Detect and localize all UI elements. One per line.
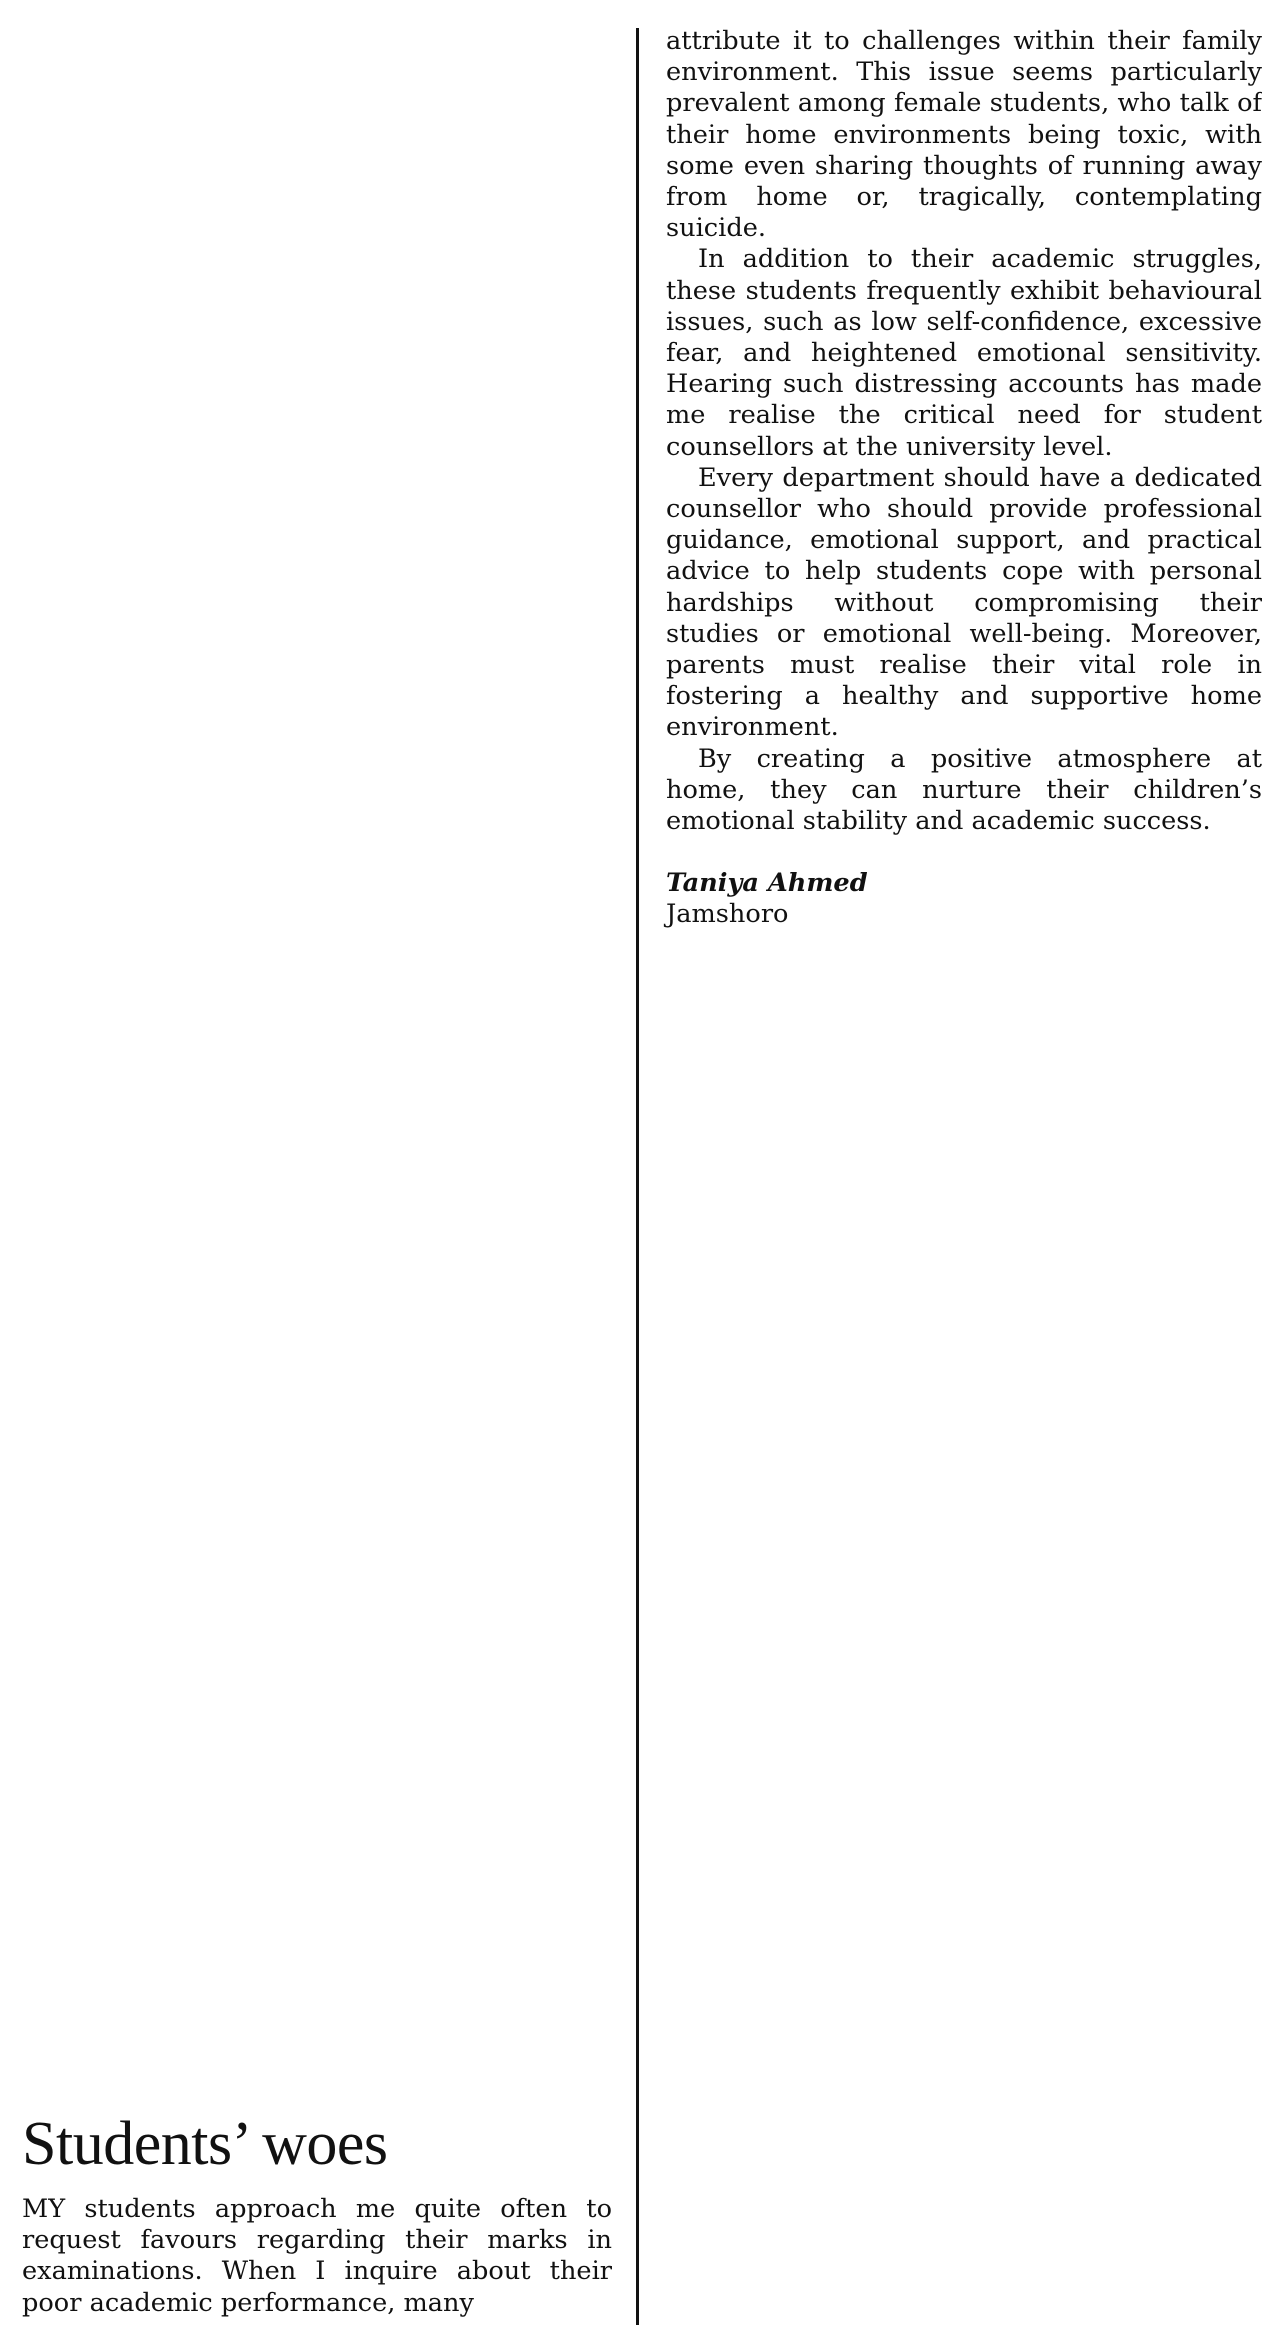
opening-paragraph: MY students approach me quite often to request favours regarding their marks in examinations. When I inquire about their poor academic performance, many — [22, 2194, 612, 2318]
body-paragraph: By creating a positive atmosphere at home, they can nurture their children’s emotional stability and academic success. — [666, 743, 1262, 837]
author-name: Taniya Ahmed — [666, 868, 868, 899]
letter-start-column — [22, 2106, 612, 2319]
body-paragraph: In addition to their academic struggles, these students frequently exhibit behavioural issues, such as low self-confidence, excessive fear, and heightened emotional sensitivity. Hearing such distressing accounts has made me realise the critical need for student counsellors at the university level. — [666, 244, 1262, 462]
letter-headline: Students’ woes — [22, 2110, 388, 2178]
body-paragraph: Every department should have a dedicated counsellor who should provide professional guidance, emotional support, and practical advice to help students cope with personal hardships without compromising their studies or emotional well-being. Moreover, parents must realise their vital role in fostering a healthy and supportive home environment. — [666, 462, 1262, 743]
letter-continuation-column — [666, 26, 1262, 931]
column-divider — [636, 28, 639, 2325]
body-paragraph: attribute it to challenges within their family environment. This issue seems particularly prevalent among female students, who talk of their home environments being toxic, with some even sharing thoughts of running away from home or, tragically, contemplating suicide. — [666, 26, 1262, 244]
letter-signature — [666, 868, 1262, 930]
author-location: Jamshoro — [666, 899, 789, 930]
